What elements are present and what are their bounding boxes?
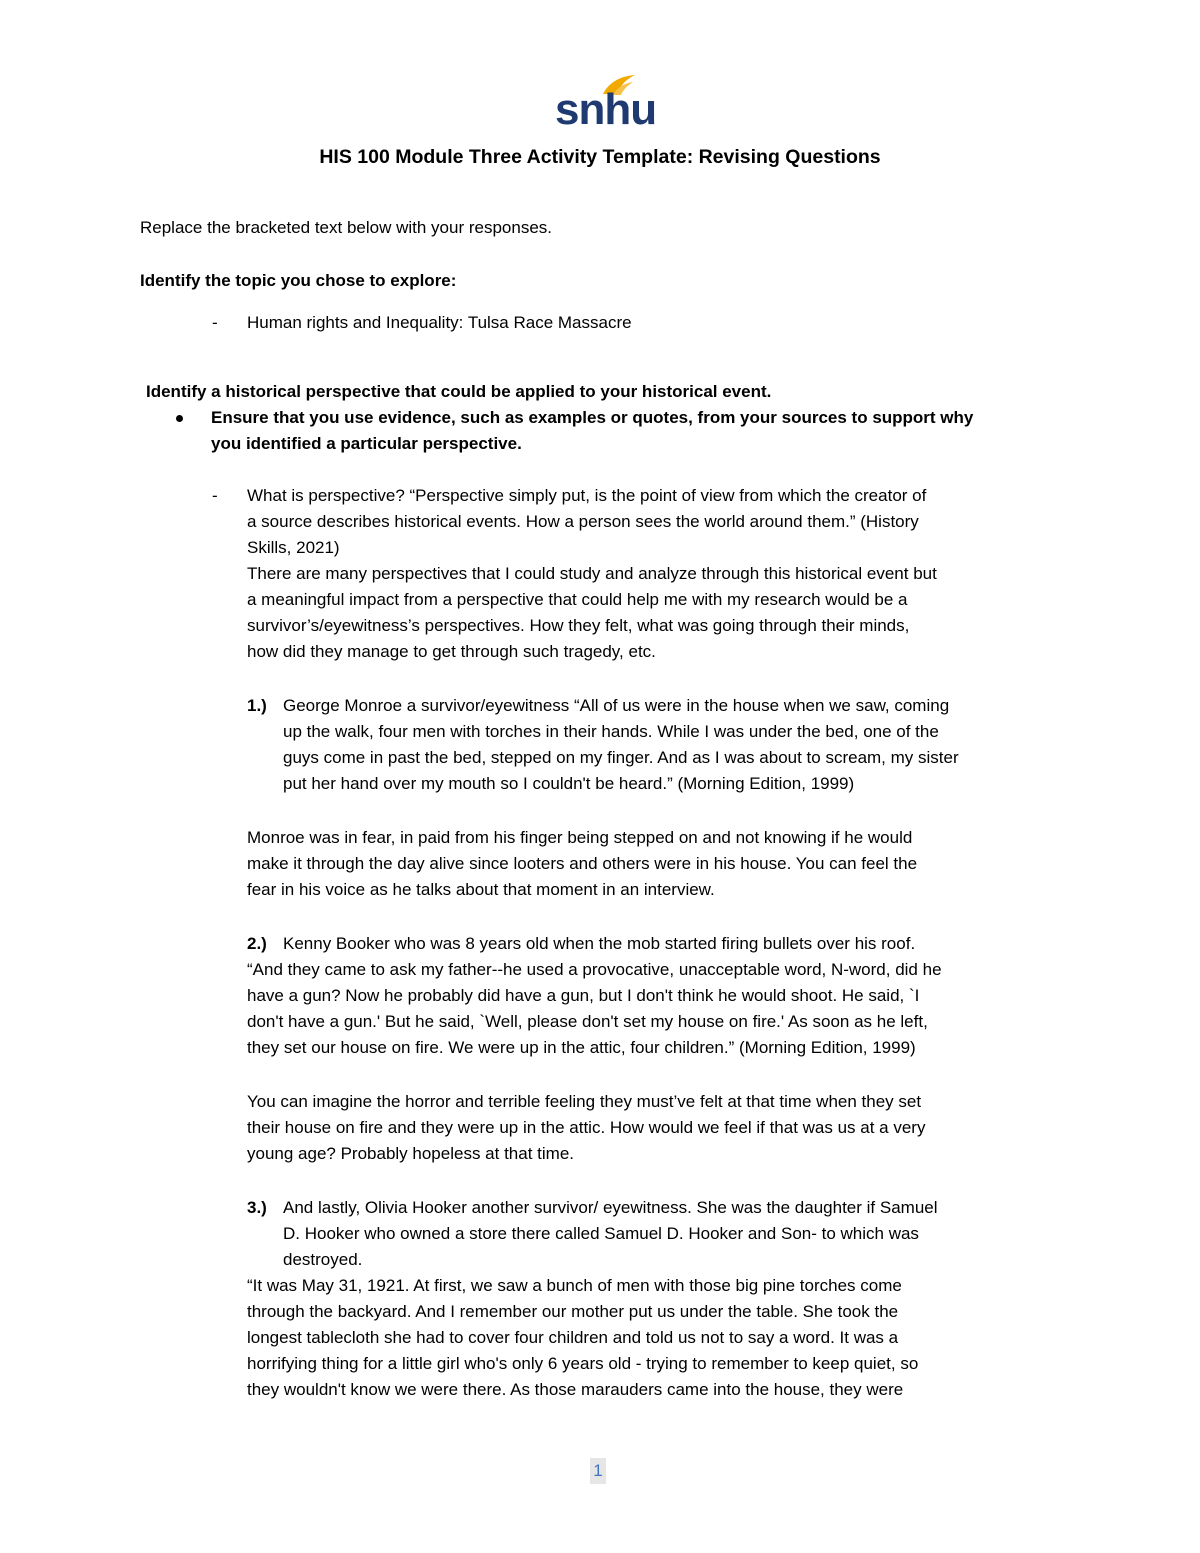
logo-text: snhu — [555, 85, 657, 134]
list-item-line: And lastly, Olivia Hooker another survivor/ eyewitness. She was the daughter if Samuel — [283, 1198, 938, 1217]
bullet-line: Ensure that you use evidence, such as examples or quotes, from your sources to support why — [211, 408, 974, 427]
paragraph-line: Skills, 2021) — [247, 538, 340, 557]
list-item-line: destroyed. — [283, 1250, 363, 1269]
topic-answer: Human rights and Inequality: Tulsa Race Massacre — [247, 313, 632, 332]
list-number: 3.) — [247, 1198, 267, 1217]
quote-line: longest tablecloth she had to cover four children and told us not to say a word. It was a — [247, 1328, 899, 1347]
list-item-line: guys come in past the bed, stepped on my finger. And as I was about to scream, my sister — [283, 748, 959, 767]
reflection-line: their house on fire and they were up in the attic. How would we feel if that was us at a very — [247, 1118, 926, 1137]
reflection-line: young age? Probably hopeless at that time. — [247, 1144, 574, 1163]
list-item-line: have a gun? Now he probably did have a gun, but I don't think he would shoot. He said, `I — [247, 986, 920, 1005]
list-item-line: don't have a gun.' But he said, `Well, please don't set my house on fire.' As soon as he left, — [247, 1012, 928, 1031]
paragraph-line: survivor’s/eyewitness’s perspectives. How they felt, what was going through their minds, — [247, 616, 910, 635]
paragraph-line: There are many perspectives that I could study and analyze through this historical event but — [247, 564, 937, 583]
list-item-line: George Monroe a survivor/eyewitness “All of us were in the house when we saw, coming — [283, 696, 950, 715]
instructions-text: Replace the bracketed text below with your responses. — [140, 218, 553, 237]
list-item-line: D. Hooker who owned a store there called Samuel D. Hooker and Son- to which was — [283, 1224, 919, 1243]
list-item-line: Kenny Booker who was 8 years old when the mob started firing bullets over his roof. — [283, 934, 916, 953]
bullet-line: you identified a particular perspective. — [211, 434, 522, 453]
reflection-line: Monroe was in fear, in paid from his finger being stepped on and not knowing if he would — [247, 828, 913, 847]
list-item-line: up the walk, four men with torches in their hands. While I was under the bed, one of the — [283, 722, 939, 741]
quote-line: through the backyard. And I remember our mother put us under the table. She took the — [247, 1302, 899, 1321]
paragraph-line: a source describes historical events. How a person sees the world around them.” (History — [247, 512, 919, 531]
perspective-heading: Identify a historical perspective that could be applied to your historical event. — [146, 382, 772, 401]
paragraph-line: a meaningful impact from a perspective that could help me with my research would be a — [247, 590, 908, 609]
list-item-line: “And they came to ask my father--he used a provocative, unacceptable word, N-word, did he — [247, 960, 942, 979]
reflection-line: fear in his voice as he talks about that moment in an interview. — [247, 880, 715, 899]
page-title: HIS 100 Module Three Activity Template: Revising Questions — [319, 146, 881, 168]
bullet-icon — [176, 415, 183, 422]
page-number: 1 — [590, 1458, 606, 1484]
snhu-logo — [555, 74, 657, 134]
list-item-line: put her hand over my mouth so I couldn't be heard.” (Morning Edition, 1999) — [283, 774, 855, 793]
paragraph-line: how did they manage to get through such tragedy, etc. — [247, 642, 656, 661]
reflection-line: make it through the day alive since looters and others were in his house. You can feel the — [247, 854, 918, 873]
quote-line: “It was May 31, 1921. At first, we saw a bunch of men with those big pine torches come — [247, 1276, 902, 1295]
list-number: 1.) — [247, 696, 267, 715]
topic-dash: - — [212, 313, 218, 332]
quote-line: horrifying thing for a little girl who's only 6 years old - trying to remember to keep quiet, so — [247, 1354, 919, 1373]
list-number: 2.) — [247, 934, 267, 953]
perspective-dash: - — [212, 486, 218, 505]
list-item-line: they set our house on fire. We were up in the attic, four children.” (Morning Edition, 1999) — [247, 1038, 916, 1057]
topic-heading: Identify the topic you chose to explore: — [140, 271, 457, 290]
quote-line: they wouldn't know we were there. As those marauders came into the house, they were — [247, 1380, 904, 1399]
paragraph-line: What is perspective? “Perspective simply put, is the point of view from which the creator of — [247, 486, 927, 505]
reflection-line: You can imagine the horror and terrible feeling they must’ve felt at that time when they set — [247, 1092, 922, 1111]
